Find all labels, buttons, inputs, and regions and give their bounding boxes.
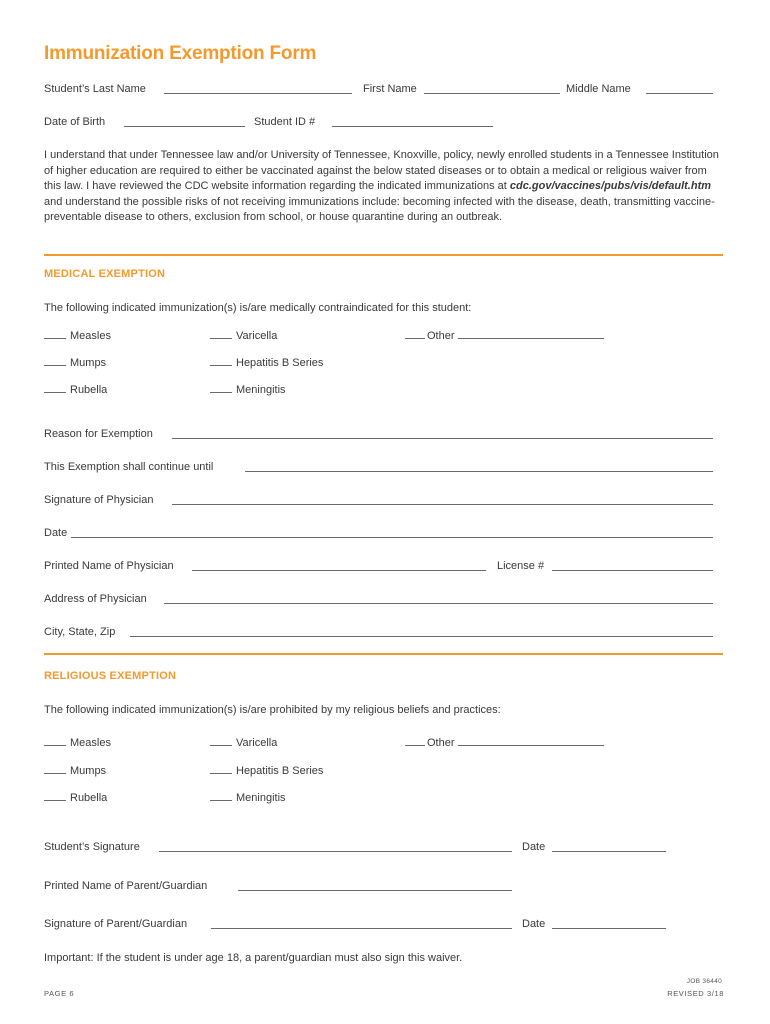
- student-id-label: Student ID #: [254, 116, 316, 128]
- intro-paragraph: [44, 148, 724, 226]
- section-divider: [44, 254, 723, 256]
- parent-date-label: Date: [522, 918, 546, 930]
- medical-checkbox-rubella[interactable]: Rubella: [44, 383, 107, 397]
- physician-name-label: Printed Name of Physician: [44, 560, 174, 572]
- reason-field[interactable]: [172, 438, 713, 439]
- student-signature-field[interactable]: [159, 851, 512, 852]
- physician-address-label: Address of Physician: [44, 593, 147, 605]
- medical-date-field[interactable]: [71, 537, 713, 538]
- first-name-field[interactable]: [424, 93, 560, 94]
- city-state-zip-field[interactable]: [130, 636, 713, 637]
- revised-date: REVISED 3/18: [667, 989, 724, 998]
- parent-name-label: Printed Name of Parent/Guardian: [44, 880, 208, 892]
- medical-checkbox-mumps[interactable]: Mumps: [44, 356, 106, 370]
- religious-checkbox-mumps[interactable]: Mumps: [44, 764, 106, 778]
- parent-signature-label: Signature of Parent/Guardian: [44, 918, 188, 930]
- important-note: Important: If the student is under age 18, a parent/guardian must also sign this waiver.: [44, 952, 463, 964]
- reason-label: Reason for Exemption: [44, 428, 153, 440]
- parent-name-field[interactable]: [238, 890, 512, 891]
- dob-field[interactable]: [124, 126, 245, 127]
- medical-exemption-heading: MEDICAL EXEMPTION: [44, 268, 166, 280]
- middle-name-field[interactable]: [646, 93, 713, 94]
- medical-checkbox-measles[interactable]: Measles: [44, 329, 111, 343]
- page-title: Immunization Exemption Form: [44, 43, 317, 64]
- student-date-field[interactable]: [552, 851, 666, 852]
- religious-checkbox-rubella[interactable]: Rubella: [44, 791, 107, 805]
- medical-checkbox-meningitis[interactable]: Meningitis: [210, 383, 286, 397]
- city-state-zip-label: City, State, Zip: [44, 626, 116, 638]
- page-number: PAGE 6: [44, 989, 75, 998]
- religious-checkbox-measles[interactable]: Measles: [44, 736, 111, 750]
- cdc-link[interactable]: cdc.gov/vaccines/pubs/vis/default.htm: [509, 180, 712, 193]
- religious-statement: The following indicated immunization(s) is/are prohibited by my religious beliefs and practices:: [44, 704, 501, 716]
- continue-until-field[interactable]: [245, 471, 713, 472]
- medical-checkbox-other[interactable]: Other: [405, 329, 604, 343]
- religious-checkbox-varicella[interactable]: Varicella: [210, 736, 277, 750]
- parent-signature-field[interactable]: [211, 928, 512, 929]
- section-divider-2: [44, 653, 723, 655]
- student-id-field[interactable]: [332, 126, 493, 127]
- student-date-label: Date: [522, 841, 546, 853]
- physician-name-field[interactable]: [192, 570, 486, 571]
- student-signature-label: Student’s Signature: [44, 841, 140, 853]
- physician-signature-label: Signature of Physician: [44, 494, 154, 506]
- job-number: JOB 36440: [686, 978, 722, 985]
- middle-name-label: Middle Name: [566, 83, 631, 95]
- license-field[interactable]: [552, 570, 713, 571]
- intro-text-end: and understand the possible risks of not receiving immunizations include: becoming infected with the disease, death, transmitting vaccine-preventable disease to others, exclusion from school, or house quarantine during an outbreak.: [44, 195, 715, 224]
- medical-checkbox-hepb[interactable]: Hepatitis B Series: [210, 356, 323, 370]
- medical-date-label: Date: [44, 527, 68, 539]
- first-name-label: First Name: [363, 83, 417, 95]
- physician-address-field[interactable]: [164, 603, 713, 604]
- parent-date-field[interactable]: [552, 928, 666, 929]
- dob-label: Date of Birth: [44, 116, 106, 128]
- religious-checkbox-meningitis[interactable]: Meningitis: [210, 791, 286, 805]
- religious-checkbox-other[interactable]: Other: [405, 736, 604, 750]
- medical-statement: The following indicated immunization(s) is/are medically contraindicated for this student:: [44, 302, 472, 314]
- last-name-field[interactable]: [164, 93, 352, 94]
- intro-text: I understand that under Tennessee law and/or University of Tennessee, Knoxville, policy, newly enrolled students in a Tennessee Institution of higher education are required to either be vaccinated against the below stated diseases or to obtain a medical or religious waiver from this law. I have reviewed the CDC website information regarding the indicated immunizations at: [44, 149, 719, 193]
- last-name-label: Student’s Last Name: [44, 83, 146, 95]
- license-label: License #: [497, 560, 545, 572]
- religious-exemption-heading: RELIGIOUS EXEMPTION: [44, 670, 177, 682]
- religious-checkbox-hepb[interactable]: Hepatitis B Series: [210, 764, 323, 778]
- medical-checkbox-varicella[interactable]: Varicella: [210, 329, 277, 343]
- continue-until-label: This Exemption shall continue until: [44, 461, 214, 473]
- physician-signature-field[interactable]: [172, 504, 713, 505]
